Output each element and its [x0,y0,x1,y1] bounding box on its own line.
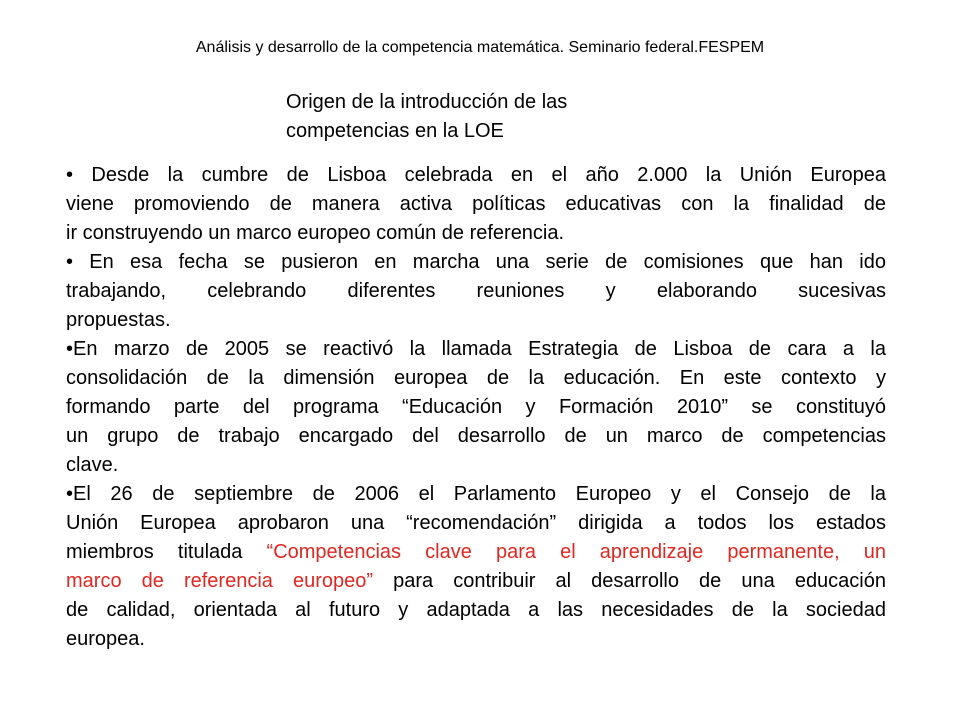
text-line: •El 26 de septiembre de 2006 el Parlamento Europeo y el Consejo de la [66,483,886,505]
text-line-mixed [66,567,886,596]
text-line: clave. [66,454,119,476]
text-line: • Desde la cumbre de Lisboa celebrada en el año 2.000 la Unión Europea [66,164,886,186]
text-line: propuestas. [66,309,171,331]
text-segment: para contribuir al desarrollo de una educación [373,570,886,592]
text-line: un grupo de trabajo encargado del desarrollo de un marco de competencias [66,425,886,447]
bullet-paragraph-marzo-2005 [66,335,886,480]
text-line: viene promoviendo de manera activa políticas educativas con la finalidad de [66,193,886,215]
text-line: ir construyendo un marco europeo común de referencia. [66,222,565,244]
bullet-paragraph-lisboa-2000 [66,161,886,248]
highlighted-title-segment: marco de referencia europeo” [66,570,374,592]
text-line: europea. [66,628,145,650]
text-line: • En esa fecha se pusieron en marcha una serie de comisiones que han ido [66,251,886,273]
slide-header: Análisis y desarrollo de la competencia matemática. Seminario federal.FESPEM [195,39,765,56]
text-line: •En marzo de 2005 se reactivó la llamada Estrategia de Lisboa de cara a la [66,338,886,360]
slide-body [66,161,886,654]
slide-title-line-2: competencias en la LOE [286,120,504,142]
bullet-paragraph-comisiones [66,248,886,335]
text-line: trabajando, celebrando diferentes reuniones y elaborando sucesivas [66,280,886,302]
slide-title-line-1: Origen de la introducción de las [286,91,568,113]
text-line: de calidad, orientada al futuro y adaptada a las necesidades de la sociedad [66,599,886,621]
text-line: formando parte del programa “Educación y Formación 2010” se constituyó [66,396,886,418]
text-line-mixed [66,538,886,567]
slide-title [286,88,686,146]
highlighted-title-segment: “Competencias clave para el aprendizaje permanente, un [266,541,886,563]
text-line: consolidación de la dimensión europea de la educación. En este contexto y [66,367,886,389]
bullet-paragraph-septiembre-2006 [66,480,886,654]
text-segment: miembros titulada [66,541,267,563]
text-line: Unión Europea aprobaron una “recomendación” dirigida a todos los estados [66,512,886,534]
